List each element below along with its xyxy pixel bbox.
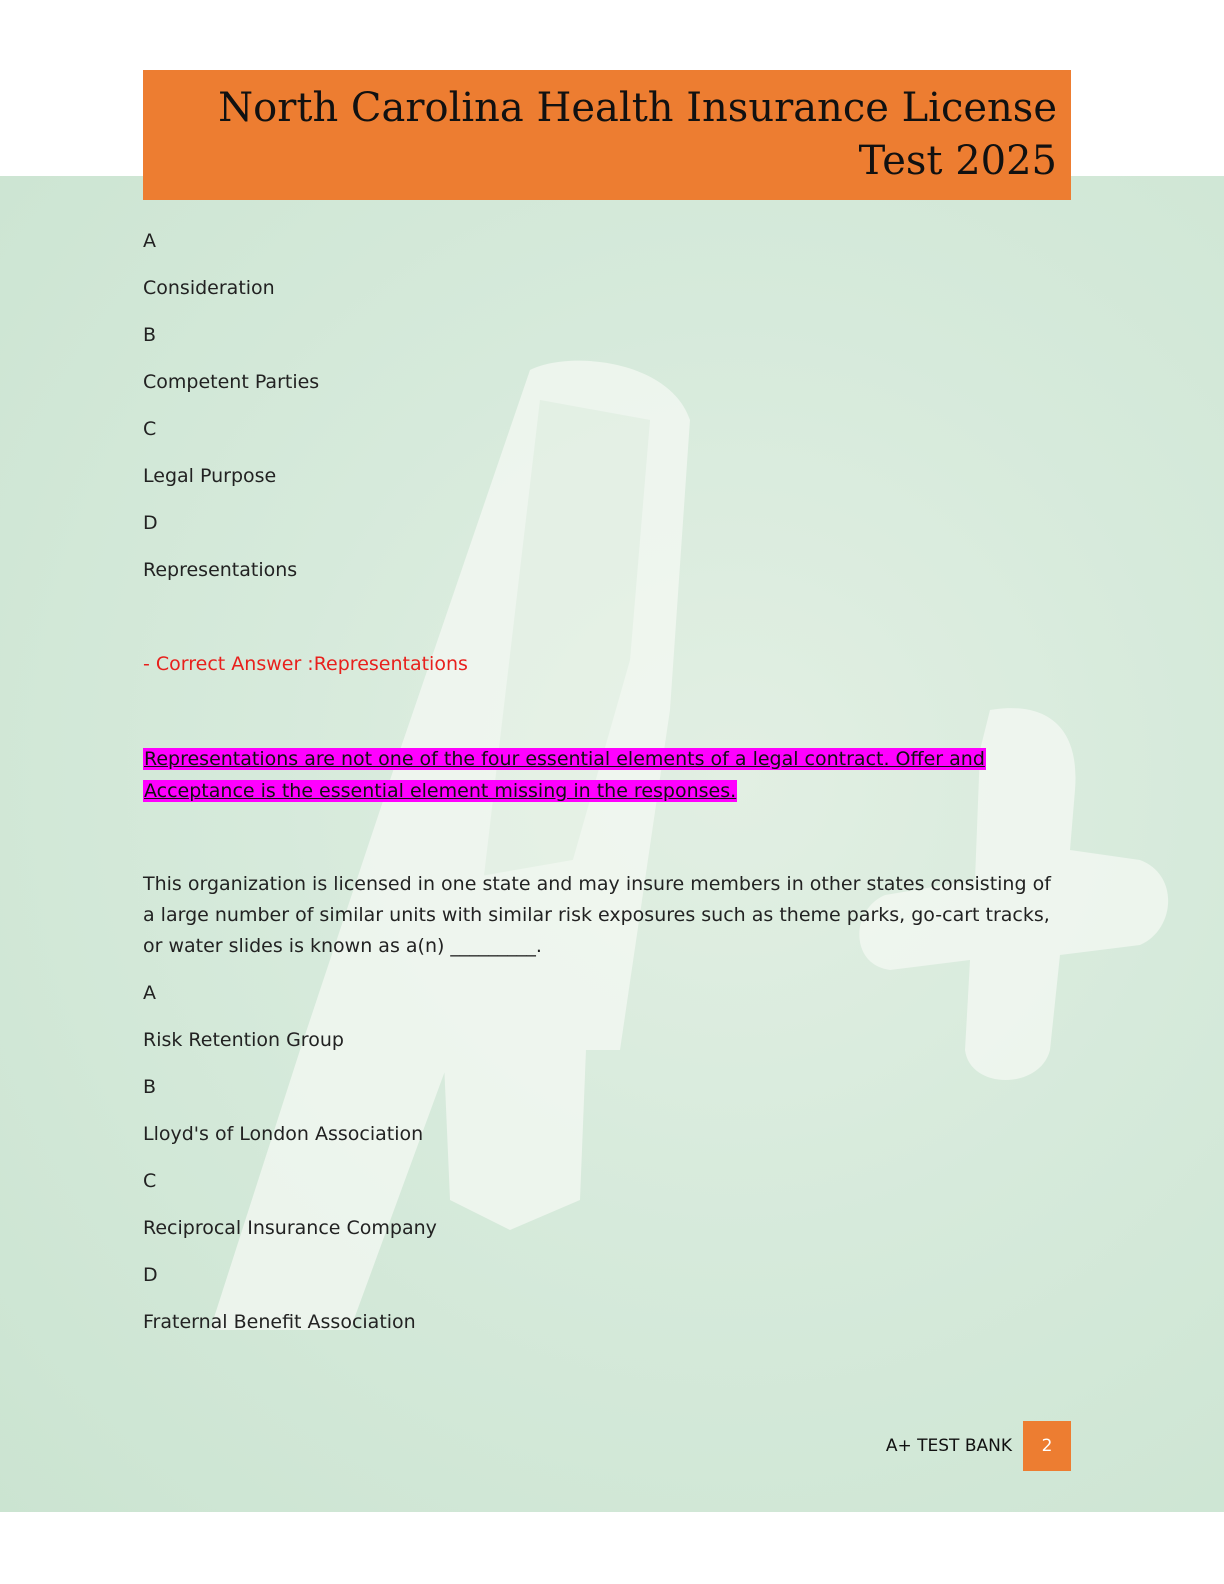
explanation-line-1: Representations are not one of the four essential elements of a legal contract. Offer and	[144, 748, 985, 770]
answer-explanation	[143, 743, 1068, 807]
footer-label: A+ TEST BANK	[885, 1436, 1012, 1456]
option-letter: D	[143, 512, 158, 534]
option-text: Lloyd's of London Association	[143, 1123, 424, 1145]
question-text: This organization is licensed in one state and may insure members in other states consisting of a large number of similar units with similar risk exposures such as theme parks, go-cart tracks, or water slides is known as a(n) _________.	[143, 873, 1051, 957]
option-text: Consideration	[143, 277, 275, 299]
option-letter: B	[143, 1076, 157, 1098]
option-letter: C	[143, 418, 157, 440]
option-text: Legal Purpose	[143, 465, 277, 487]
page-title	[177, 82, 1057, 188]
option-letter: A	[143, 230, 156, 252]
correct-answer: - Correct Answer :Representations	[143, 653, 468, 675]
option-text: Competent Parties	[143, 371, 320, 393]
option-letter: B	[143, 324, 157, 346]
page-number: 2	[1023, 1421, 1071, 1471]
title-line-2: Test 2025	[858, 138, 1057, 184]
option-letter: A	[143, 982, 156, 1004]
option-text: Representations	[143, 559, 298, 581]
document-content	[143, 226, 1068, 1354]
option-text: Reciprocal Insurance Company	[143, 1217, 437, 1239]
title-banner	[143, 70, 1071, 200]
explanation-line-2: Acceptance is the essential element missing in the responses.	[144, 780, 737, 802]
option-letter: C	[143, 1170, 157, 1192]
option-text: Fraternal Benefit Association	[143, 1311, 416, 1333]
title-line-1: North Carolina Health Insurance License	[218, 85, 1057, 131]
option-text: Risk Retention Group	[143, 1029, 344, 1051]
option-letter: D	[143, 1264, 158, 1286]
